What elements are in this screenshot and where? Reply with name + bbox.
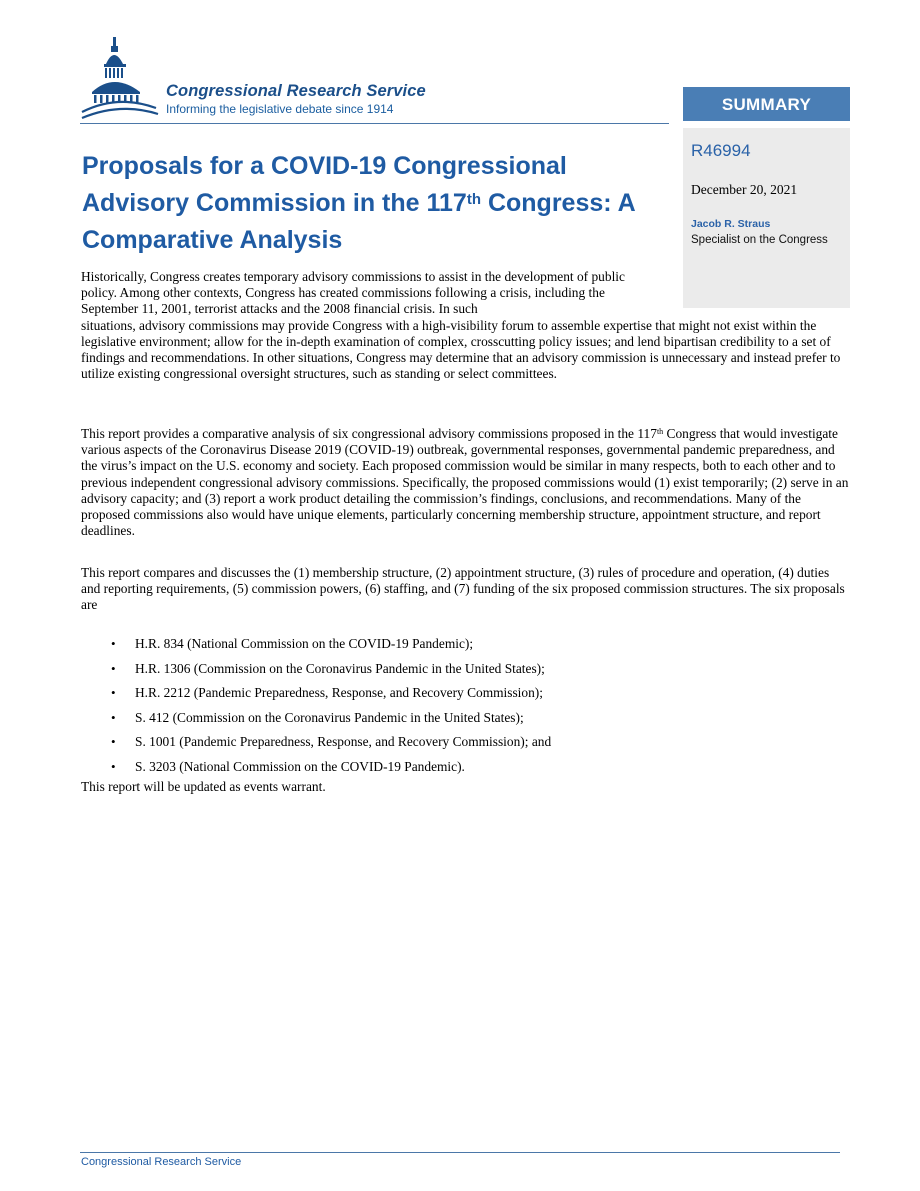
list-item: • S. 412 (Commission on the Coronavirus Pandemic in the United States); — [81, 710, 851, 735]
paragraph-2 — [81, 426, 851, 539]
report-number: R46994 — [691, 141, 751, 160]
page-title — [82, 148, 672, 259]
title-part-2: Congress: A Comparative Analysis — [82, 189, 635, 254]
footer-divider — [80, 1152, 840, 1153]
paragraph-2-start: This report provides a comparative analysis of six congressional advisory commissions proposed in the 117 — [81, 426, 657, 441]
report-date: December 20, 2021 — [691, 182, 798, 197]
summary-heading: SUMMARY — [683, 87, 850, 121]
list-item: • H.R. 834 (National Commission on the COVID-19 Pandemic); — [81, 636, 851, 661]
title-part-1: Proposals for a COVID-19 Congressional Advisory Commission in the 117 — [82, 152, 567, 217]
paragraph-1 — [81, 269, 851, 382]
author-title: Specialist on the Congress — [691, 234, 828, 246]
proposal-list — [81, 636, 851, 784]
crs-logo[interactable] — [80, 34, 480, 124]
paragraph-1-full: situations, advisory commissions may provide Congress with a high-visibility forum to assemble expertise that might not exist within the legislative environment; allow for the in-depth examination of complex, crosscutting policy issues; and lend bipartisan credibility to a set of findings and recommendations. In other situations, Congress may determine that an advisory commission is unnecessary and instead prefer to utilize existing congressional oversight structures, such as standing or select committees. — [81, 317, 841, 382]
paragraph-1-wrapped: Historically, Congress creates temporary advisory commissions to assist in the development of public policy. Among other contexts, Congress has created commissions following a crisis, including the September 11, 2001, terrorist attacks and the 2008 financial crisis. In such — [81, 269, 625, 317]
list-item: • S. 3203 (National Commission on the COVID-19 Pandemic). — [81, 759, 851, 784]
capitol-dome-icon — [80, 34, 164, 124]
org-name: Congressional Research Service — [166, 82, 426, 100]
footer-text: Congressional Research Service — [81, 1156, 242, 1168]
title-superscript: th — [466, 191, 482, 208]
header-divider — [80, 123, 669, 124]
closing-note: This report will be updated as events warrant. — [81, 779, 326, 794]
list-item: • S. 1001 (Pandemic Preparedness, Response, and Recovery Commission); and — [81, 734, 851, 759]
paragraph-3: This report compares and discusses the (1) membership structure, (2) appointment structure, (3) rules of procedure and operation, (4) duties and reporting requirements, (5) commission powers, (6) staffing, and (7) funding of the six proposed commission structures. The six proposals are — [81, 565, 845, 613]
list-item: • H.R. 1306 (Commission on the Coronavirus Pandemic in the United States); — [81, 661, 851, 686]
paragraph-2-rest: Congress that would investigate various aspects of the Coronavirus Disease 2019 (COVID-19) outbreak, governmental responses, governmental pandemic preparedness, and the virus’s impact on the U.S. economy and society. Each proposed commission would be similar in many respects, both to each other and to previous independent congressional advisory commissions. Specifically, the proposed commissions would (1) exist temporarily; (2) serve in an advisory capacity; and (3) report a work product detailing the commission’s findings, conclusions, and recommendations. Many of the proposed commissions also would have unique elements, particularly concerning membership structure, appointment structure, and report deadlines. — [81, 426, 849, 539]
list-item: • H.R. 2212 (Pandemic Preparedness, Response, and Recovery Commission); — [81, 685, 851, 710]
author-name[interactable]: Jacob R. Straus — [691, 218, 771, 230]
org-tagline: Informing the legislative debate since 1914 — [166, 102, 394, 116]
paragraph-2-superscript: th — [656, 427, 664, 436]
